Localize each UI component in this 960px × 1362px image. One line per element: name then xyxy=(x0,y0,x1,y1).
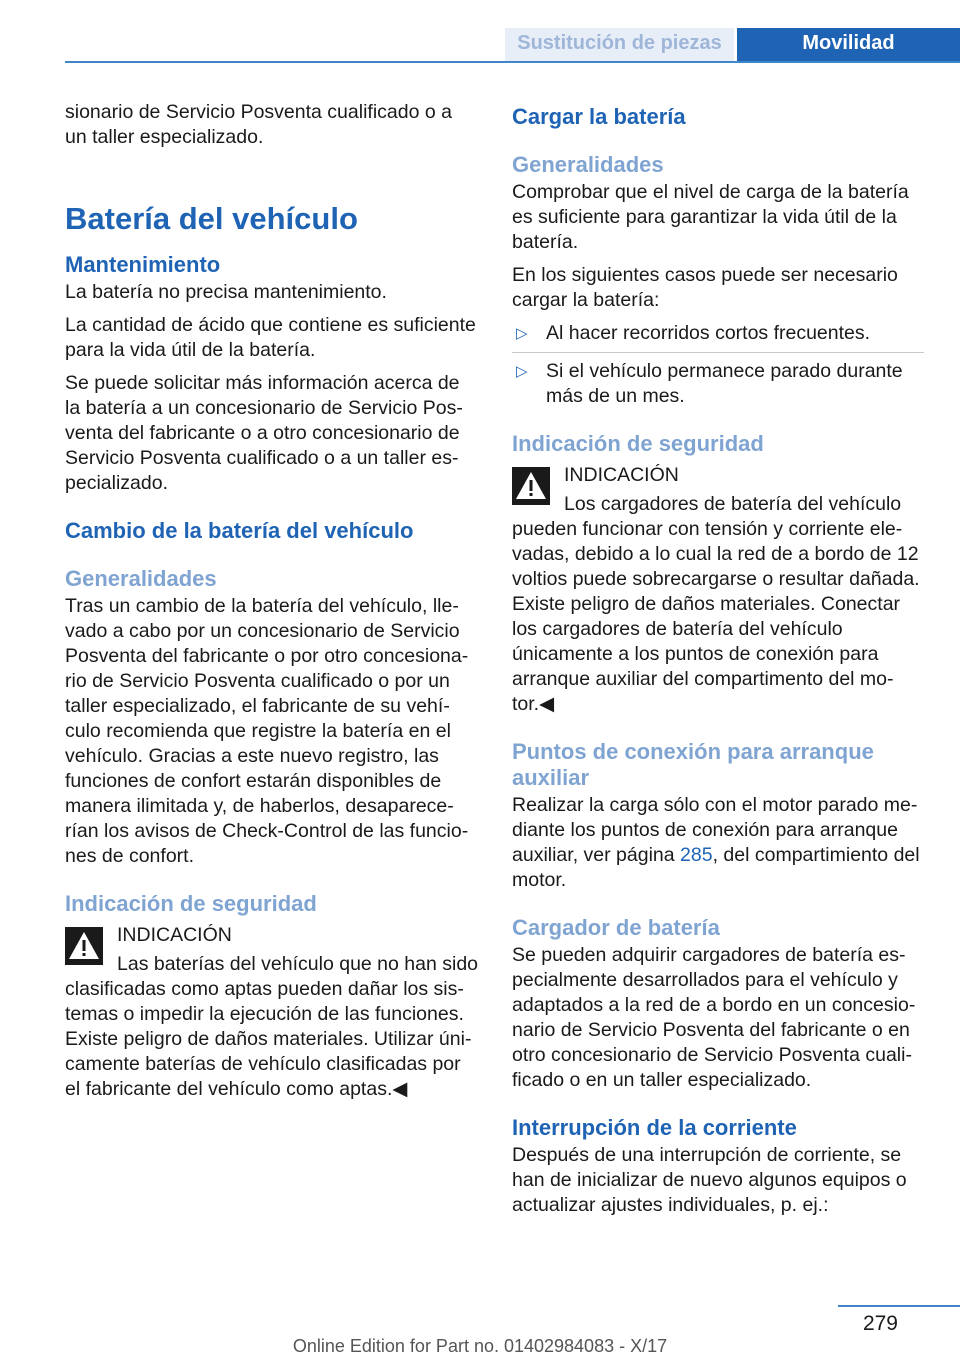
maintenance-p3: Se puede solicitar más información acerca de la batería a un concesionario de Servicio Posventa del fabricante o a otro concesionario de Servicio Posventa cualificado o a un taller especializado. xyxy=(65,372,463,494)
page-number: 279 xyxy=(862,1312,898,1335)
safety-text-left: Las baterías del vehículo que no han sido clasificadas como aptas pueden dañar los sistemas o impedir la ejecución de las funciones. Existe peligro de daños materiales. Utilizar únicamente baterías de vehículo clasificadas por el fabricante del vehículo como aptas.◀ xyxy=(65,953,479,1100)
heading-general-right: Generalidades xyxy=(512,152,664,177)
general-paragraph-left: Tras un cambio de la batería del vehículo, llevado a cabo por un concesionario de Servicio Posventa del fabricante o por otro concesionario de Servicio Posventa cualificado o por un taller especializado, el fabricante de su vehículo recomienda que registre la batería en el vehículo. Gracias a este nuevo registro, las funciones de confort estarán disponibles de manera ilimitada y, de haberlos, desaparecerían los avisos de Check-Control de las funciones de confort. xyxy=(65,595,469,867)
heading-general-left: Generalidades xyxy=(65,566,217,591)
list-item: ▷ Si el vehículo permanece parado durante más de un mes. xyxy=(516,360,903,407)
footer-edition: Online Edition for Part no. 01402984083 - X/17 xyxy=(292,1336,668,1356)
warning-triangle-icon xyxy=(512,467,550,505)
warning-triangle-icon xyxy=(65,927,103,965)
charge-cases-list xyxy=(512,321,924,409)
intro-paragraph: sionario de Servicio Posventa cualificado o a un taller especializado. xyxy=(65,101,452,148)
triangle-bullet-icon: ▷ xyxy=(516,325,528,342)
safety-notice-right xyxy=(512,463,924,717)
footer-rule xyxy=(838,1305,960,1307)
heading-maintenance: Mantenimiento xyxy=(65,252,221,277)
general-p2-right: En los siguientes casos puede ser necesario cargar la batería: xyxy=(512,264,898,311)
heading-power-interruption: Interrupción de la corriente xyxy=(512,1115,797,1140)
header-chapter-tab: Movilidad xyxy=(737,28,960,62)
triangle-bullet-icon: ▷ xyxy=(516,363,528,380)
maintenance-p2: La cantidad de ácido que contiene es suficiente para la vida útil de la batería. xyxy=(65,314,476,361)
general-p1-right: Comprobar que el nivel de carga de la batería es suficiente para garantizar la vida útil de la batería. xyxy=(512,181,909,253)
jump-paragraph: Realizar la carga sólo con el motor parado mediante los puntos de conexión para arranque auxiliar, ver página 285, del compartimiento del motor. xyxy=(512,794,920,891)
safety-label-right: INDICACIÓN xyxy=(564,464,679,486)
list-item: ▷ Al hacer recorridos cortos frecuentes. xyxy=(516,322,871,344)
left-column xyxy=(65,100,478,1102)
heading-battery-change: Cambio de la batería del vehículo xyxy=(65,518,414,543)
safety-label-left: INDICACIÓN xyxy=(117,924,232,946)
safety-text-right: Los cargadores de batería del vehículo pueden funcionar con tensión y corriente elevadas, debido a lo cual la red de a bordo de 12 voltios puede sobrecargarse o resultar dañada. Existe peligro de daños materiales. Conectar los cargadores de batería del vehículo únicamente a los puntos de conexión para arranque auxiliar del compartimento del motor.◀ xyxy=(512,493,920,715)
heading-safety-right: Indicación de seguridad xyxy=(512,431,764,456)
maintenance-p1: La batería no precisa mantenimiento. xyxy=(65,281,387,303)
charger-paragraph: Se pueden adquirir cargadores de batería especialmente desarrollados para el vehículo y adaptados a la red de a bordo en un concesionario de Servicio Posventa del fabricante o en otro concesionario de Servicio Posventa cualificado o en un taller especializado. xyxy=(512,944,916,1091)
page-link[interactable]: 285 xyxy=(680,844,713,866)
power-paragraph: Después de una interrupción de corriente, se han de inicializar de nuevo algunos equipos o actualizar ajustes individuales, p. ej.: xyxy=(512,1144,907,1216)
heading-charge-battery: Cargar la batería xyxy=(512,104,686,129)
right-column xyxy=(512,100,924,1218)
header-rule xyxy=(65,61,960,63)
heading-safety-left: Indicación de seguridad xyxy=(65,891,317,916)
list-divider xyxy=(512,352,924,353)
safety-notice-left xyxy=(65,923,478,1102)
heading-jump-points: Puntos de conexión para arranque auxiliar xyxy=(512,739,874,790)
section-title-battery: Batería del vehículo xyxy=(65,201,358,236)
heading-charger: Cargador de batería xyxy=(512,915,720,940)
header-section-tab: Sustitución de piezas xyxy=(505,28,734,62)
